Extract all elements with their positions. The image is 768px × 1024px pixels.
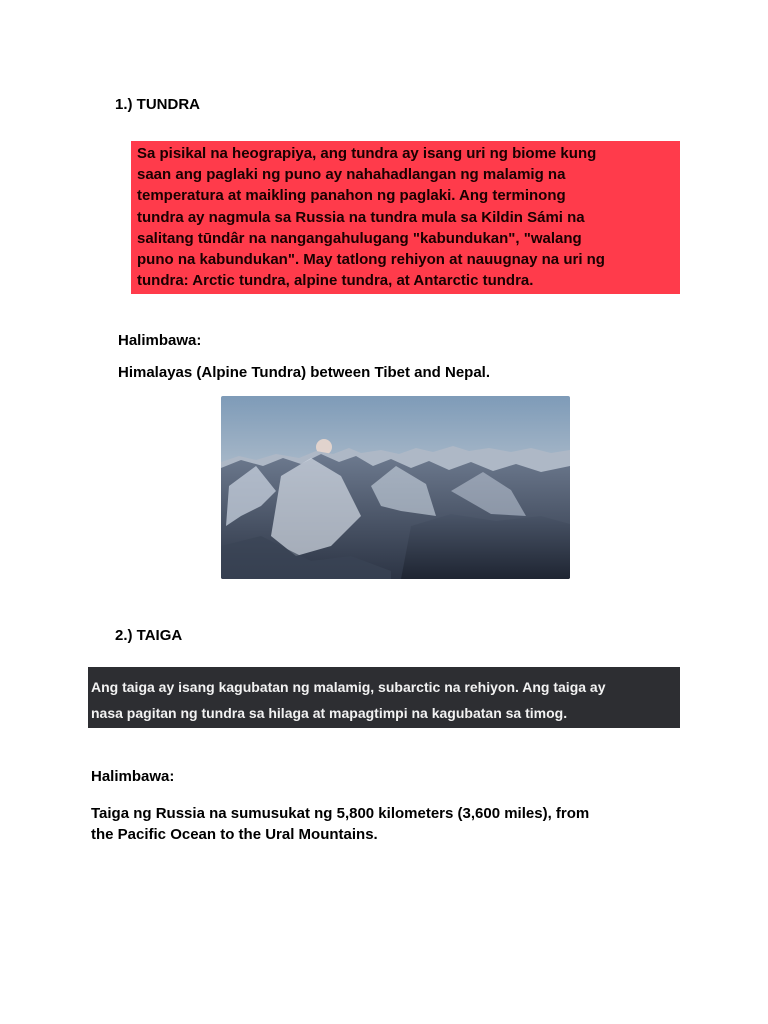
- himalayas-photo: [221, 396, 570, 579]
- taiga-example-text: [91, 803, 691, 845]
- tundra-definition-line: Sa pisikal na heograpiya, ang tundra ay isang uri ng biome kung: [137, 145, 597, 162]
- taiga-heading: 2.) TAIGA: [115, 627, 183, 644]
- taiga-example-label: Halimbawa:: [91, 768, 175, 785]
- taiga-definition-line: nasa pagitan ng tundra sa hilaga at mapagtimpi na kagubatan sa timog.: [91, 705, 568, 721]
- tundra-definition-line: tundra ay nagmula sa Russia na tundra mula sa Kildin Sámi na: [137, 208, 585, 226]
- taiga-definition-highlight: [88, 667, 680, 728]
- tundra-example-label: Halimbawa:: [118, 332, 202, 349]
- taiga-example-line: the Pacific Ocean to the Ural Mountains.: [91, 826, 378, 843]
- tundra-definition-highlight: [131, 141, 680, 294]
- tundra-definition-line: salitang tūndâr na nangangahulugang "kabundukan", "walang: [137, 229, 582, 247]
- tundra-definition-line: temperatura at maikling panahon ng paglaki. Ang terminong: [137, 187, 566, 205]
- taiga-example-line: Taiga ng Russia na sumusukat ng 5,800 kilometers (3,600 miles), from: [91, 805, 590, 822]
- tundra-example-text: Himalayas (Alpine Tundra) between Tibet and Nepal.: [118, 364, 491, 381]
- tundra-definition-line: puno na kabundukan". May tatlong rehiyon at nauugnay na uri ng: [137, 251, 605, 269]
- tundra-definition-line: saan ang paglaki ng puno ay nahahadlangan ng malamig na: [137, 166, 566, 184]
- taiga-definition-line: Ang taiga ay isang kagubatan ng malamig, subarctic na rehiyon. Ang taiga ay: [91, 679, 606, 695]
- tundra-definition-line: tundra: Arctic tundra, alpine tundra, at Antarctic tundra.: [137, 272, 534, 290]
- tundra-heading: 1.) TUNDRA: [115, 96, 200, 113]
